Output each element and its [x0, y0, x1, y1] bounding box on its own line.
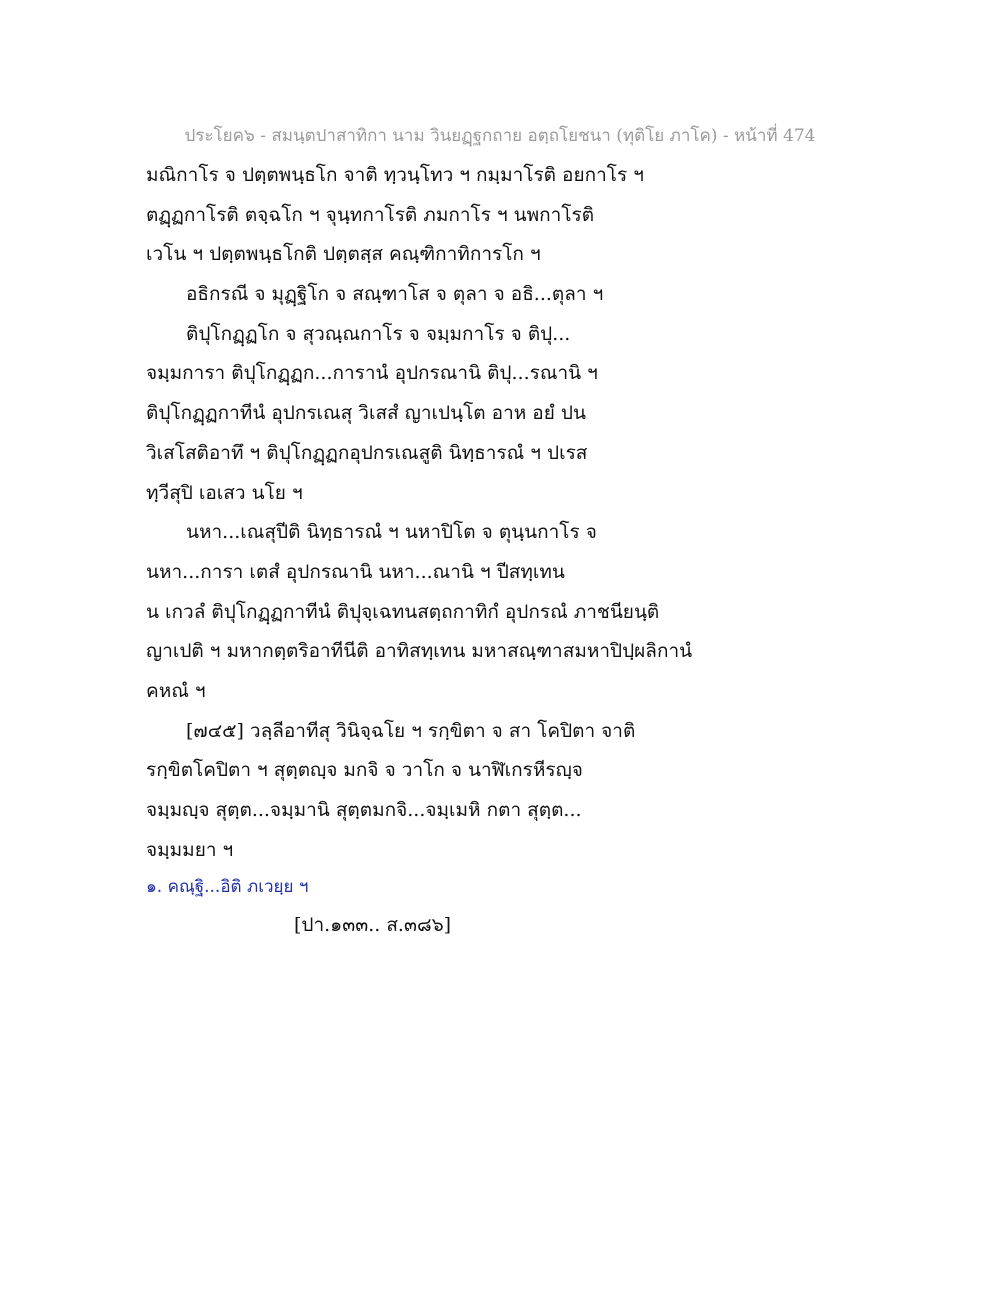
text-line: อธิกรณี จ มุฏฺฐิโก จ สณฺฑาโส จ ตุลา จ อธิ...ตุลา ฯ: [186, 283, 604, 306]
footnote: ๑. คณฺฐิ...อิติ ภเวยฺย ฯ: [146, 877, 309, 898]
text-line: [๗๔๕] วลฺลีอาทีสุ วินิจฺฉโย ฯ รกฺขิตา จ สา โคปิตา จาติ: [186, 719, 636, 742]
text-line: จมฺมมยา ฯ: [146, 838, 234, 861]
text-line: นหา...เณสุปีติ นิทฺธารณํ ฯ นหาปิโต จ ตุนฺนกาโร จ: [186, 521, 597, 544]
page-reference: [ปา.๑๓๓.. ส.๓๘๖]: [294, 914, 452, 937]
text-line: น เกวลํ ติปุโกฏฺฏกาทีนํ ติปุจฺเฉทนสตฺถกาทิกํ อุปกรณํ ภาชนียนฺติ: [146, 600, 660, 623]
page-header: ประโยค๖ - สมนฺตปาสาทิกา นาม วินยฏฺฐกถาย อตฺถโยชนา (ทุติโย ภาโค) - หน้าที่ 474: [184, 126, 816, 146]
text-line: เวโน ฯ ปตฺตพนฺธโกติ ปตฺตสฺส คณฺฑิกาทิการโก ฯ: [146, 243, 541, 266]
text-line: รกฺขิตโคปิตา ฯ สุตฺตญฺจ มกจิ จ วาโก จ นาฬิเกรหีรญฺจ: [146, 759, 583, 782]
text-line: ญาเปติ ฯ มหากตฺตริอาทีนีติ อาทิสทฺเทน มหาสณฺฑาสมหาปิปฺผลิกานํ: [146, 640, 693, 663]
text-line: ทฺวีสุปิ เอเสว นโย ฯ: [146, 481, 303, 504]
text-line: ติปุโกฏฺฏโก จ สุวณฺณกาโร จ จมฺมกาโร จ ติปุ...: [186, 322, 571, 345]
text-line: ตฏฺฏกาโรติ ตจฺฉโก ฯ จุนฺทกาโรติ ภมกาโร ฯ นพกาโรติ: [146, 203, 595, 226]
text-line: ติปุโกฏฺฏกาทีนํ อุปกรเณสุ วิเสสํ ญาเปนฺโต อาห อยํ ปน: [146, 402, 586, 425]
text-line: คหณํ ฯ: [146, 679, 206, 702]
text-line: จมฺมการา ติปุโกฏฺฏก...การานํ อุปกรณานิ ติปุ...รณานิ ฯ: [146, 362, 598, 385]
text-line: นหา...การา เตสํ อุปกรณานิ นหา...ณานิ ฯ ปีสทฺเทน: [146, 560, 565, 583]
text-line: วิเสโสติอาทึ ฯ ติปุโกฏฺฏกอุปกรเณสูติ นิทฺธารณํ ฯ ปเรส: [146, 441, 588, 464]
text-line: จมฺมญฺจ สุตฺต...จมฺมานิ สุตฺตมกจิ...จมฺเมหิ กตา สุตฺต...: [146, 799, 582, 821]
text-line: มณิกาโร จ ปตฺตพนฺธโก จาติ ทฺวนฺโทว ฯ กมฺมาโรติ อยกาโร ฯ: [146, 164, 644, 186]
body-text: [146, 156, 946, 946]
